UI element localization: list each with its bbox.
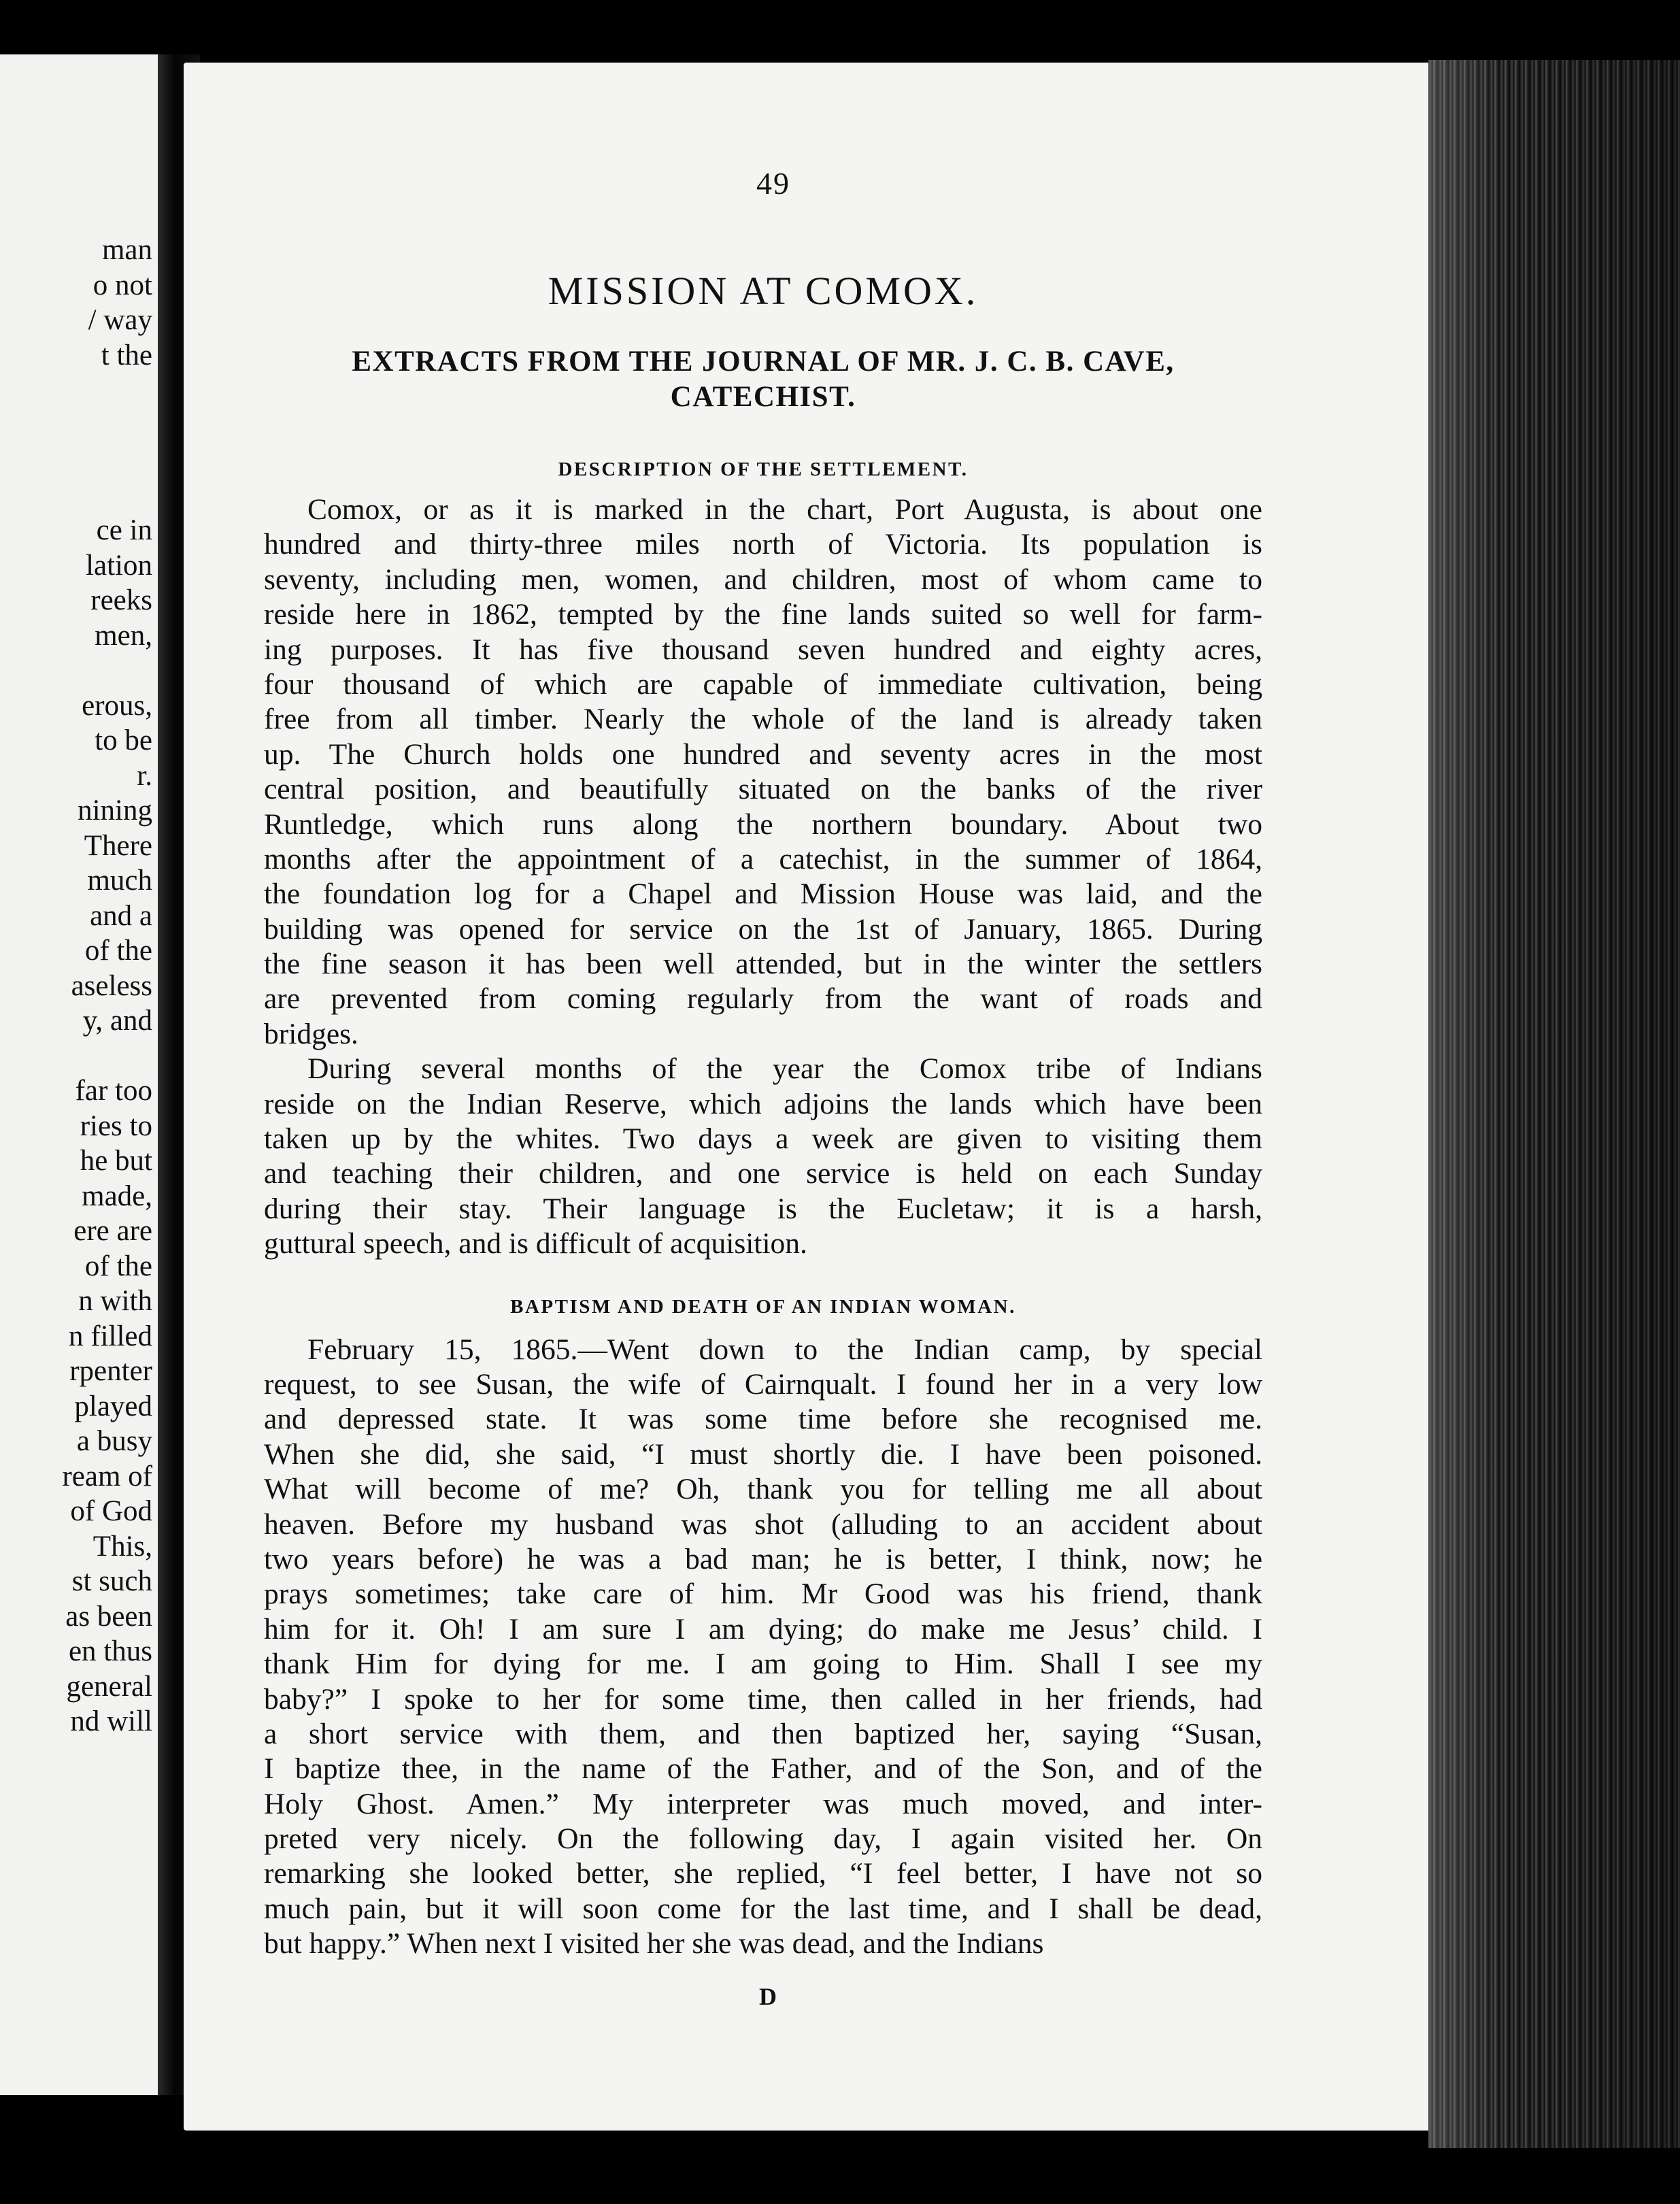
text-line: much pain, but it will soon come for the last time, and I shall be dead, <box>264 1892 1262 1925</box>
text-line: thank Him for dying for me. I am going to Him. Shall I see my <box>264 1648 1262 1681</box>
left-page-fragment: n with <box>78 1285 152 1317</box>
left-page-fragment: ries to <box>80 1109 152 1142</box>
left-page-fragment <box>0 443 152 478</box>
text-line: prays sometimes; take care of him. Mr Good was his friend, thank <box>264 1577 1262 1611</box>
text-line: What will become of me? Oh, thank you for telling me all about <box>264 1473 1262 1506</box>
left-page-fragment: reeks <box>90 584 152 616</box>
text-line: months after the appointment of a catechist, in the summer of 1864, <box>264 842 1262 875</box>
left-page-fragment: of the <box>84 1250 152 1282</box>
text-line: the foundation log for a Chapel and Mission House was laid, and the <box>264 878 1262 911</box>
text-line: central position, and beautifully situated on the banks of the river <box>264 773 1262 806</box>
text-line: guttural speech, and is difficult of acquisition. <box>264 1227 807 1260</box>
text-line: baby?” I spoke to her for some time, then called in her friends, had <box>264 1682 1262 1716</box>
left-page-fragment: played <box>74 1390 152 1422</box>
left-page-fragment: en thus <box>68 1635 152 1667</box>
text-line: remarking she looked better, she replied, “I feel better, I have not so <box>264 1857 1262 1890</box>
subtitle-line: CATECHIST. <box>670 381 856 413</box>
left-page-fragment: / way <box>88 304 152 336</box>
left-page-fragment: r. <box>137 759 152 792</box>
left-page-fragment: of the <box>84 935 152 967</box>
left-page-fragment: to be <box>95 724 152 756</box>
left-facing-page <box>0 54 158 2095</box>
text-line: four thousand of which are capable of immediate cultivation, being <box>264 667 1262 701</box>
text-line: reside here in 1862, tempted by the fine lands suited so well for farm- <box>264 598 1262 631</box>
page-block-edges <box>1428 60 1680 2148</box>
text-line: reside on the Indian Reserve, which adjoins the lands which have been <box>264 1087 1262 1120</box>
page-number: 49 <box>756 166 790 201</box>
left-page-fragment: ce in <box>96 514 152 546</box>
left-page-fragment <box>0 653 152 688</box>
text-line: During several months of the year the Comox tribe of Indians <box>307 1052 1262 1086</box>
left-page-fragment: nining <box>78 795 152 826</box>
text-line: preted very nicely. On the following day, I again visited her. On <box>264 1822 1262 1856</box>
text-line: Runtledge, which runs along the northern boundary. About two <box>264 807 1262 841</box>
text-line: up. The Church holds one hundred and seventy acres in the most <box>264 737 1262 771</box>
left-page-fragment: nd will <box>70 1705 152 1737</box>
left-page-fragment: erous, <box>82 689 152 722</box>
text-line: and depressed state. It was some time before she recognised me. <box>264 1403 1262 1436</box>
section-heading-baptism: BAPTISM AND DEATH OF AN INDIAN WOMAN. <box>510 1295 1016 1318</box>
text-line: but happy.” When next I visited her she was dead, and the Indians <box>264 1927 1044 1960</box>
left-page-fragment <box>0 1039 152 1074</box>
text-line: Comox, or as it is marked in the chart, Port Augusta, is about one <box>307 493 1262 526</box>
text-line: seventy, including men, women, and children, most of whom came to <box>264 563 1262 596</box>
left-page-fragment: t the <box>101 339 152 371</box>
text-line: request, to see Susan, the wife of Cairnqualt. I found her in a very low <box>264 1367 1262 1401</box>
left-page-fragment: as been <box>65 1600 152 1633</box>
left-page-fragment: y, and <box>82 1005 152 1037</box>
page-text-block <box>264 163 1262 2011</box>
text-line: Holy Ghost. Amen.” My interpreter was much moved, and inter- <box>264 1787 1262 1820</box>
left-page-fragment: he but <box>80 1145 152 1177</box>
left-page-fragment: a busy <box>76 1425 152 1457</box>
text-line: and teaching their children, and one service is held on each Sunday <box>264 1157 1262 1190</box>
text-line: When she did, she said, “I must shortly die. I have been poisoned. <box>264 1437 1262 1471</box>
text-line: February 15, 1865.—Went down to the Indian camp, by special <box>307 1333 1262 1366</box>
text-line: free from all timber. Nearly the whole of the land is already taken <box>264 703 1262 736</box>
left-page-fragment: lation <box>86 549 152 582</box>
text-line: I baptize thee, in the name of the Father, and of the Son, and of the <box>264 1752 1262 1786</box>
left-page-fragment: ream of <box>62 1460 152 1492</box>
text-line: bridges. <box>264 1017 358 1050</box>
left-page-fragment: man <box>101 234 152 266</box>
subtitle-line: EXTRACTS FROM THE JOURNAL OF MR. J. C. B. CAVE, <box>352 346 1175 378</box>
text-line: taken up by the whites. Two days a week are given to visiting them <box>264 1122 1262 1156</box>
left-page-fragment: general <box>66 1670 152 1703</box>
left-page-fragment: much <box>87 865 152 897</box>
text-line: during their stay. Their language is the Eucletaw; it is a harsh, <box>264 1192 1262 1225</box>
left-page-fragment: aseless <box>71 969 152 1002</box>
left-page-fragment <box>0 408 152 444</box>
left-page-fragment: o not <box>93 269 152 301</box>
text-line: are prevented from coming regularly from the want of roads and <box>264 982 1262 1016</box>
text-line: ing purposes. It has five thousand seven hundred and eighty acres, <box>264 633 1262 666</box>
paragraph <box>264 1052 1262 1261</box>
text-line: him for it. Oh! I am sure I am dying; do make me Jesus’ child. I <box>264 1612 1262 1646</box>
text-line: a short service with them, and then baptized her, saying “Susan, <box>264 1717 1262 1750</box>
left-page-fragment: men, <box>95 619 152 652</box>
left-page-fragment: n filled <box>69 1320 152 1352</box>
text-line: heaven. Before my husband was shot (alluding to an accident about <box>264 1507 1262 1541</box>
signature-mark: D <box>759 1982 777 2010</box>
left-page-fragment: st such <box>71 1565 152 1597</box>
left-page-fragment: rpenter <box>69 1355 152 1387</box>
left-page-fragment: of God <box>70 1495 152 1527</box>
left-page-fragment: made, <box>82 1180 152 1212</box>
left-page-fragment <box>0 373 152 408</box>
page-title: MISSION AT COMOX. <box>548 269 979 313</box>
left-page-fragment: ere are <box>73 1215 152 1247</box>
text-line: building was opened for service on the 1st of January, 1865. During <box>264 912 1262 946</box>
left-page-fragment: This, <box>93 1530 152 1563</box>
paragraph <box>264 492 1262 1052</box>
left-page-fragment: and a <box>90 899 152 932</box>
left-page-fragment: far too <box>75 1075 152 1107</box>
section-heading-settlement: DESCRIPTION OF THE SETTLEMENT. <box>558 458 969 480</box>
left-page-fragment: There <box>84 829 152 862</box>
text-line: the fine season it has been well attended, but in the winter the settlers <box>264 948 1262 981</box>
left-page-text-fragments <box>0 233 158 1739</box>
paragraph <box>264 1333 1262 1962</box>
page-subtitle <box>264 344 1262 415</box>
text-line: two years before) he was a bad man; he is better, I think, now; he <box>264 1542 1262 1575</box>
text-line: hundred and thirty-three miles north of Victoria. Its population is <box>264 528 1262 561</box>
left-page-fragment <box>0 478 152 514</box>
